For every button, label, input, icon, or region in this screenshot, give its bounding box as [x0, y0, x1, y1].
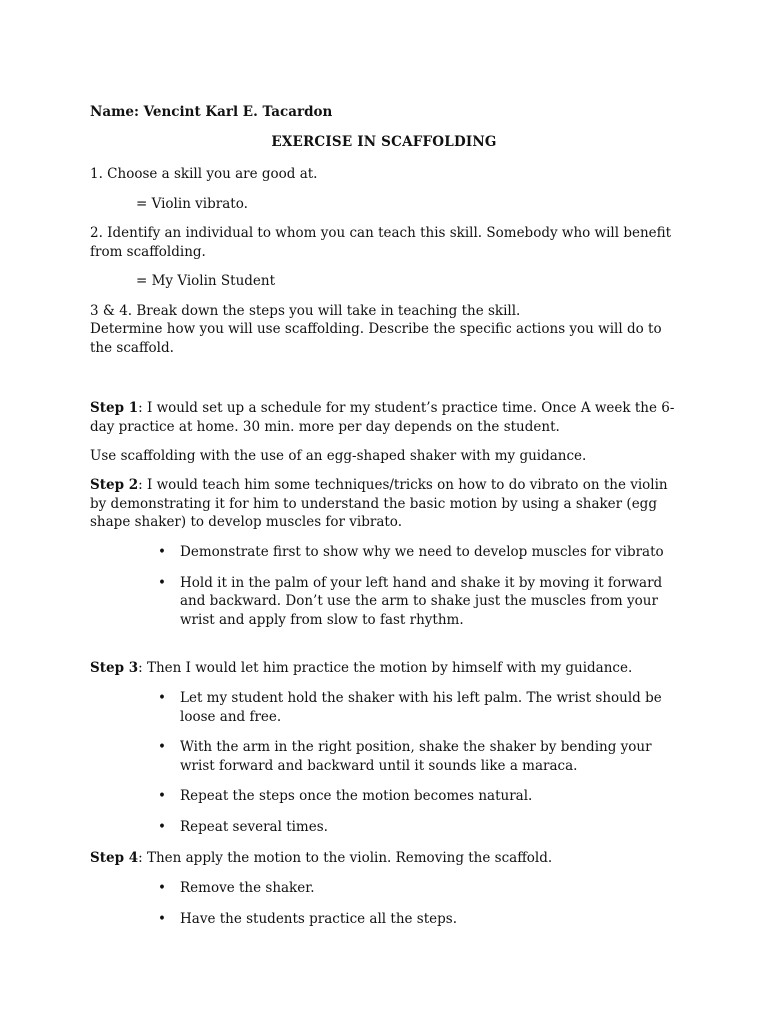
step-1-text: : I would set up a schedule for my student’s practice time. Once A week the 6-day practice at home. 30 min. more per day depends on the student.: [90, 400, 675, 435]
step-4-paragraph: [90, 849, 680, 868]
bullet-text: Hold it in the palm of your left hand and shake it by moving it forward and backward. Don’t use the arm to shake just the muscles from your wrist and apply from slow to fast rhythm.: [180, 574, 663, 628]
step-2-paragraph: [90, 476, 680, 532]
bullet-text: Have the students practice all the steps.: [180, 910, 458, 927]
bullet-icon: •: [158, 788, 166, 804]
scaffold-note: Use scaffolding with the use of an egg-shaped shaker with my guidance.: [90, 448, 587, 464]
step-4-text: : Then apply the motion to the violin. Removing the scaffold.: [138, 850, 553, 866]
bullet-icon: •: [158, 690, 166, 706]
step-3-label: Step 3: [90, 660, 139, 676]
list-item: [90, 818, 680, 837]
bullet-text: Repeat several times.: [180, 818, 328, 835]
step-3-bullets: [90, 689, 680, 836]
step-3-paragraph: [90, 659, 680, 678]
list-item: [90, 574, 680, 630]
step-2-text: : I would teach him some techniques/tricks on how to do vibrato on the violin by demonstrating it for him to understand the basic motion by using a shaker (egg shape shaker) to develop muscles for vibrato.: [90, 477, 668, 530]
list-item: [90, 738, 680, 775]
bullet-icon: •: [158, 739, 166, 755]
bullet-icon: •: [158, 544, 166, 560]
document-title: EXERCISE IN SCAFFOLDING: [271, 134, 497, 150]
bullet-text: Demonstrate first to show why we need to develop muscles for vibrato: [180, 544, 664, 560]
step-1-paragraph: [90, 399, 680, 436]
list-item: [90, 543, 680, 562]
list-item: [90, 787, 680, 806]
step-2-bullets: [90, 543, 680, 629]
bullet-text: With the arm in the right position, shake the shaker by bending your wrist forward and backward until it sounds like a maraca.: [180, 739, 652, 774]
bullet-icon: •: [158, 910, 166, 927]
answer-1: = Violin vibrato.: [136, 196, 248, 212]
question-3-4-line1: 3 & 4. Break down the steps you will take in teaching the skill.: [90, 303, 521, 319]
step-4-label: Step 4: [90, 850, 139, 866]
question-2: 2. Identify an individual to whom you can teach this skill. Somebody who will benefit from scaffolding.: [90, 225, 672, 260]
list-item: [90, 689, 680, 726]
bullet-icon: •: [158, 818, 166, 835]
bullet-text: Repeat the steps once the motion becomes natural.: [180, 788, 533, 804]
question-3-4-line2: Determine how you will use scaffolding. Describe the specific actions you will do to the scaffold.: [90, 321, 662, 356]
list-item: [90, 879, 680, 898]
step-1-label: Step 1: [90, 400, 139, 416]
bullet-icon: •: [158, 880, 166, 896]
list-item: [90, 910, 680, 929]
bullet-text: Remove the shaker.: [180, 880, 315, 896]
student-name: Name: Vencint Karl E. Tacardon: [90, 104, 333, 120]
bullet-text: Let my student hold the shaker with his left palm. The wrist should be loose and free.: [180, 690, 662, 725]
step-4-bullets: [90, 879, 680, 928]
answer-2: = My Violin Student: [136, 273, 276, 289]
step-2-label: Step 2: [90, 477, 139, 493]
bullet-icon: •: [158, 574, 166, 591]
step-3-text: : Then I would let him practice the motion by himself with my guidance.: [138, 660, 633, 676]
question-1: 1. Choose a skill you are good at.: [90, 166, 318, 182]
